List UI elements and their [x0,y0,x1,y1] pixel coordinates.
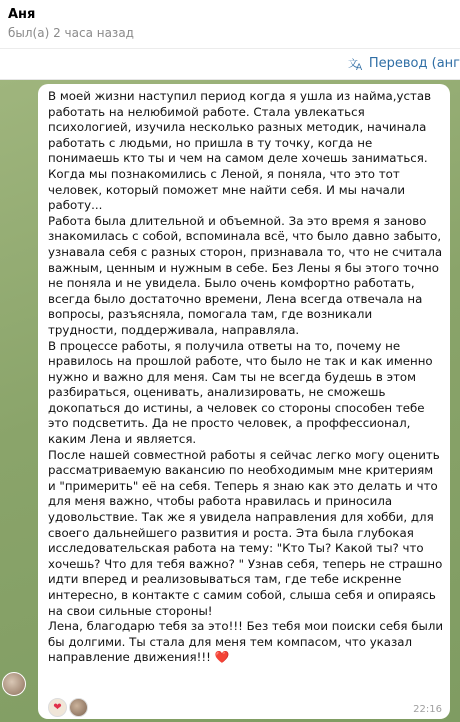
sender-avatar[interactable] [2,672,26,696]
chat-header[interactable] [0,0,460,49]
message-reactions[interactable] [48,698,88,717]
message-text: В моей жизни наступил период когда я ушла из найма,устав работать на нелюбимой работе. Стала увлекаться психологией, изучила несколько разных методик, начинала работать с людьми, но пришла в ту точку, когда не понимаешь кто ты и чем на самом деле хочешь заниматься. Когда мы познакомились с Леной, я поняла, что это тот человек, который поможет мне найти себя. И мы начали работу... Работа была длительной и объемной. За это время я заново знакомилась с собой, вспоминала всё, что было давно забыто, узнавала себя с разных сторон, признавала то, что не считала важным, ценным и нужным в себе. Без Лены я бы этого точно не поняла и не увидела. Было очень комфортно работать, всегда было достаточно времени, Лена всегда отвечала на вопросы, разъясняла, помогала там, где возникали трудности, поддерживала, направляла. В процессе работы, я получила ответы на то, почему не нравилось на прошлой работе, что было не так и как именно нужно и важно для меня. Сам ты не всегда будешь в этом разбираться, оценивать, анализировать, не сможешь докопаться до истины, а человек со стороны способен тебе это подсветить. Да не просто человек, а проффессионал, каким Лена и является. После нашей совместной работы я сейчас легко могу оценить рассматриваемую вакансию по необходимым мне критериям и "примерить" её на себя. Теперь я знаю как это делать и что для меня важно, чтобы работа нравилась и приносила удовольствие. Так же я увидела направления для хобби, для своего дальнейшего развития и роста. Эта была глубокая исследовательская работа на тему: "Кто Ты? Какой ты? что хочешь? Что для тебя важно? " Узнав себя, теперь не страшно идти вперед и реализовываться там, где тебе искренне интересно, в контакте с самим собой, слыша себя и опираясь на свои сильные стороны! Лена, благодарю тебя за это!!! Без тебя мои поиски себя были бы долгими. Ты стала для меня тем компасом, что указал направление движения!!! ❤️ [48,89,444,665]
translate-icon [348,57,364,71]
svg-text:A: A [355,62,363,71]
translate-label: Перевод (анг [368,56,460,71]
last-seen-status: был(а) 2 часа назад [8,26,134,40]
translate-bar [0,49,460,80]
svg-text:文: 文 [347,58,358,70]
contact-name[interactable]: Аня [8,7,36,22]
chat-area[interactable] [0,80,460,722]
translate-button[interactable] [348,56,460,71]
message-time: 22:16 [413,704,442,715]
heart-reaction-icon[interactable]: ❤ [48,698,67,717]
message-bubble[interactable] [38,84,450,719]
reactor-avatar [69,698,88,717]
